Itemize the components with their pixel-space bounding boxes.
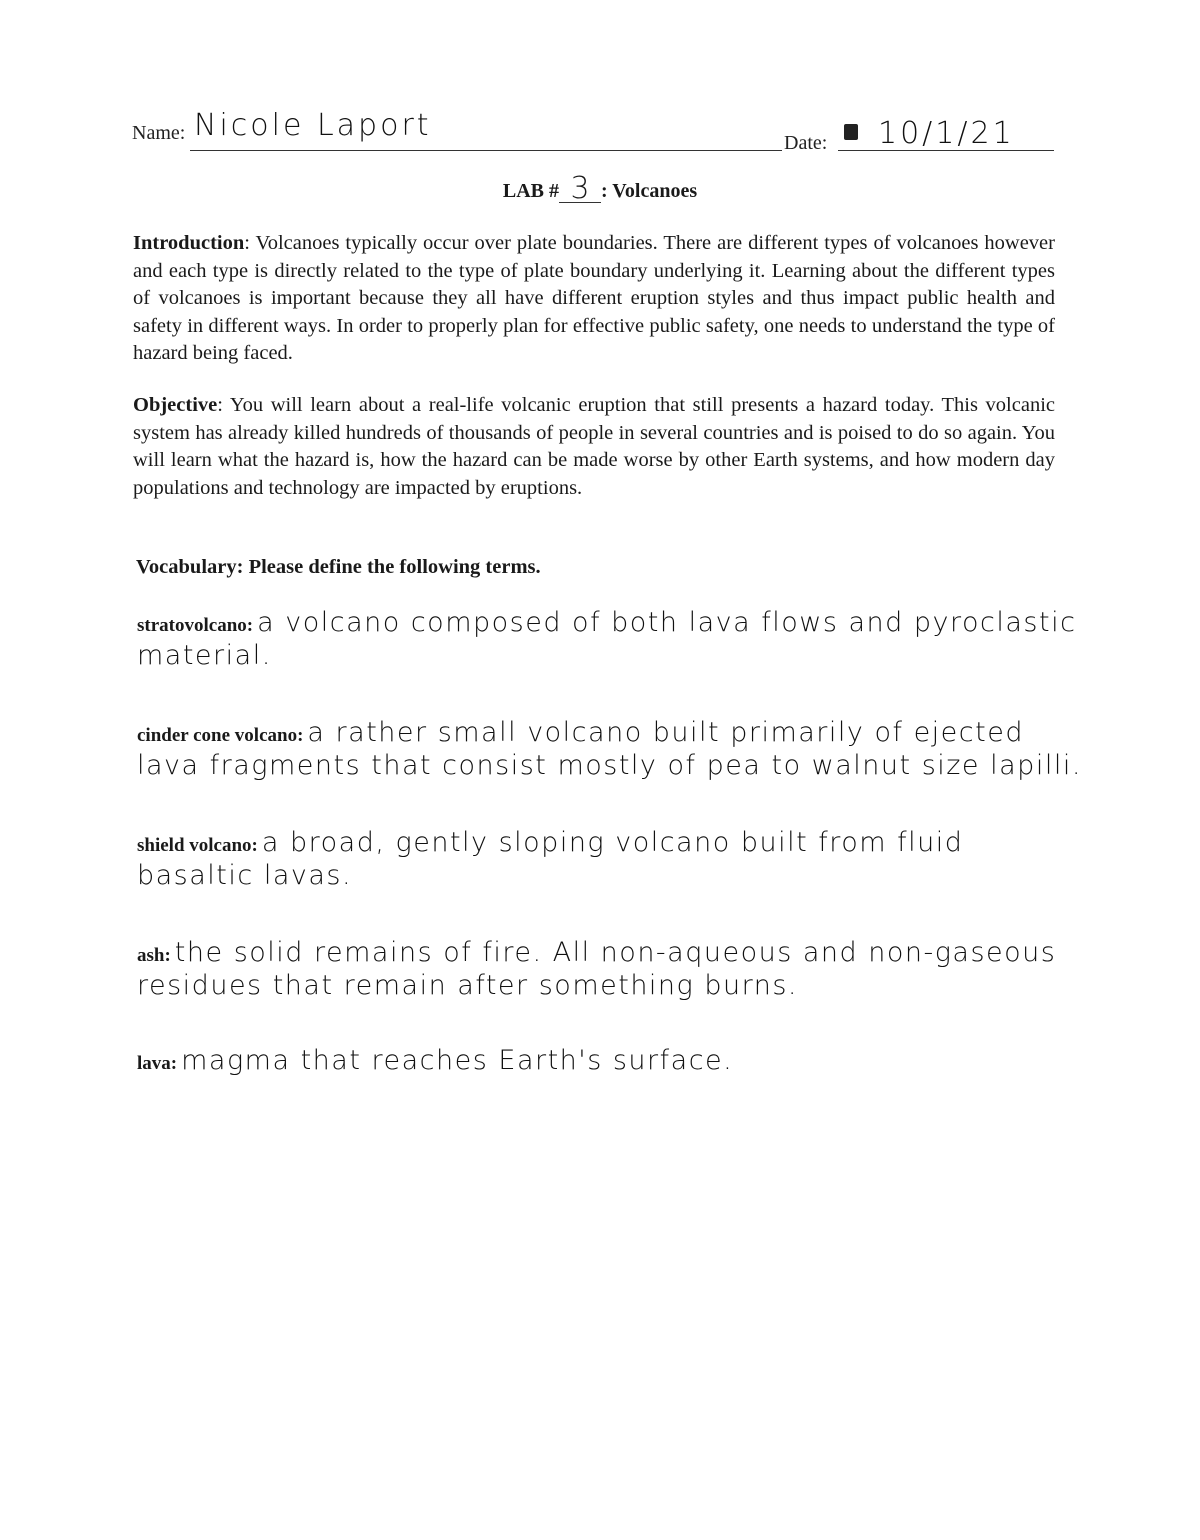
introduction-label: Introduction (133, 232, 245, 254)
name-value: Nicole Laport (194, 108, 432, 143)
term-definition: the solid remains of fire. All non-aqueous and non-gaseous residues that remain after something burns. (137, 937, 1057, 1001)
objective-label: Objective (133, 394, 218, 416)
vocab-term-stratovolcano (137, 606, 1087, 672)
vocab-term-shield-volcano (137, 826, 1087, 892)
term-definition: a rather small volcano built primarily of ejected lava fragments that consist mostly of pea to walnut size lapilli. (137, 717, 1082, 781)
term-label: stratovolcano: (137, 615, 254, 636)
term-label: cinder cone volcano: (137, 725, 304, 746)
objective-text: : You will learn about a real-life volcanic eruption that still presents a hazard today. This volcanic system has already killed hundreds of thousands of people in several countries and is poised to do so again. You will learn what the hazard is, how the hazard can be made worse by other Earth systems, and how modern day populations and technology are impacted by eruptions. (133, 394, 1055, 499)
page-title (0, 171, 1200, 206)
title-suffix: : Volcanoes (601, 180, 698, 202)
header-row (132, 108, 1054, 158)
introduction-text: : Volcanoes typically occur over plate boundaries. There are different types of volcanoes however and each type is directly related to the type of plate boundary underlying it. Learning about the different types of volcanoes is important because they all have different eruption styles and thus impact public health and safety in different ways. In order to properly plan for effective public safety, one needs to understand the type of hazard being faced. (133, 232, 1055, 364)
name-label: Name: (132, 122, 186, 144)
term-label: lava: (137, 1053, 178, 1074)
vocab-term-cinder-cone (137, 716, 1087, 782)
term-label: ash: (137, 945, 171, 966)
title-prefix: LAB # (502, 180, 559, 202)
date-label: Date: (784, 132, 828, 154)
vocabulary-heading: Vocabulary: Please define the following terms. (136, 556, 541, 578)
vocab-term-ash (137, 936, 1087, 1002)
name-underline (190, 150, 782, 151)
objective-paragraph (133, 392, 1055, 502)
term-label: shield volcano: (137, 835, 258, 856)
lab-number: 3 (559, 176, 601, 203)
scribble-mark (844, 124, 858, 140)
term-definition: a volcano composed of both lava flows and pyroclastic material. (137, 607, 1077, 671)
term-definition: magma that reaches Earth's surface. (181, 1045, 734, 1076)
vocab-term-lava (137, 1044, 1087, 1077)
term-definition: a broad, gently sloping volcano built from fluid basaltic lavas. (137, 827, 964, 891)
date-underline (838, 150, 1054, 151)
date-value: 10/1/21 (878, 116, 1015, 151)
introduction-paragraph (133, 230, 1055, 368)
